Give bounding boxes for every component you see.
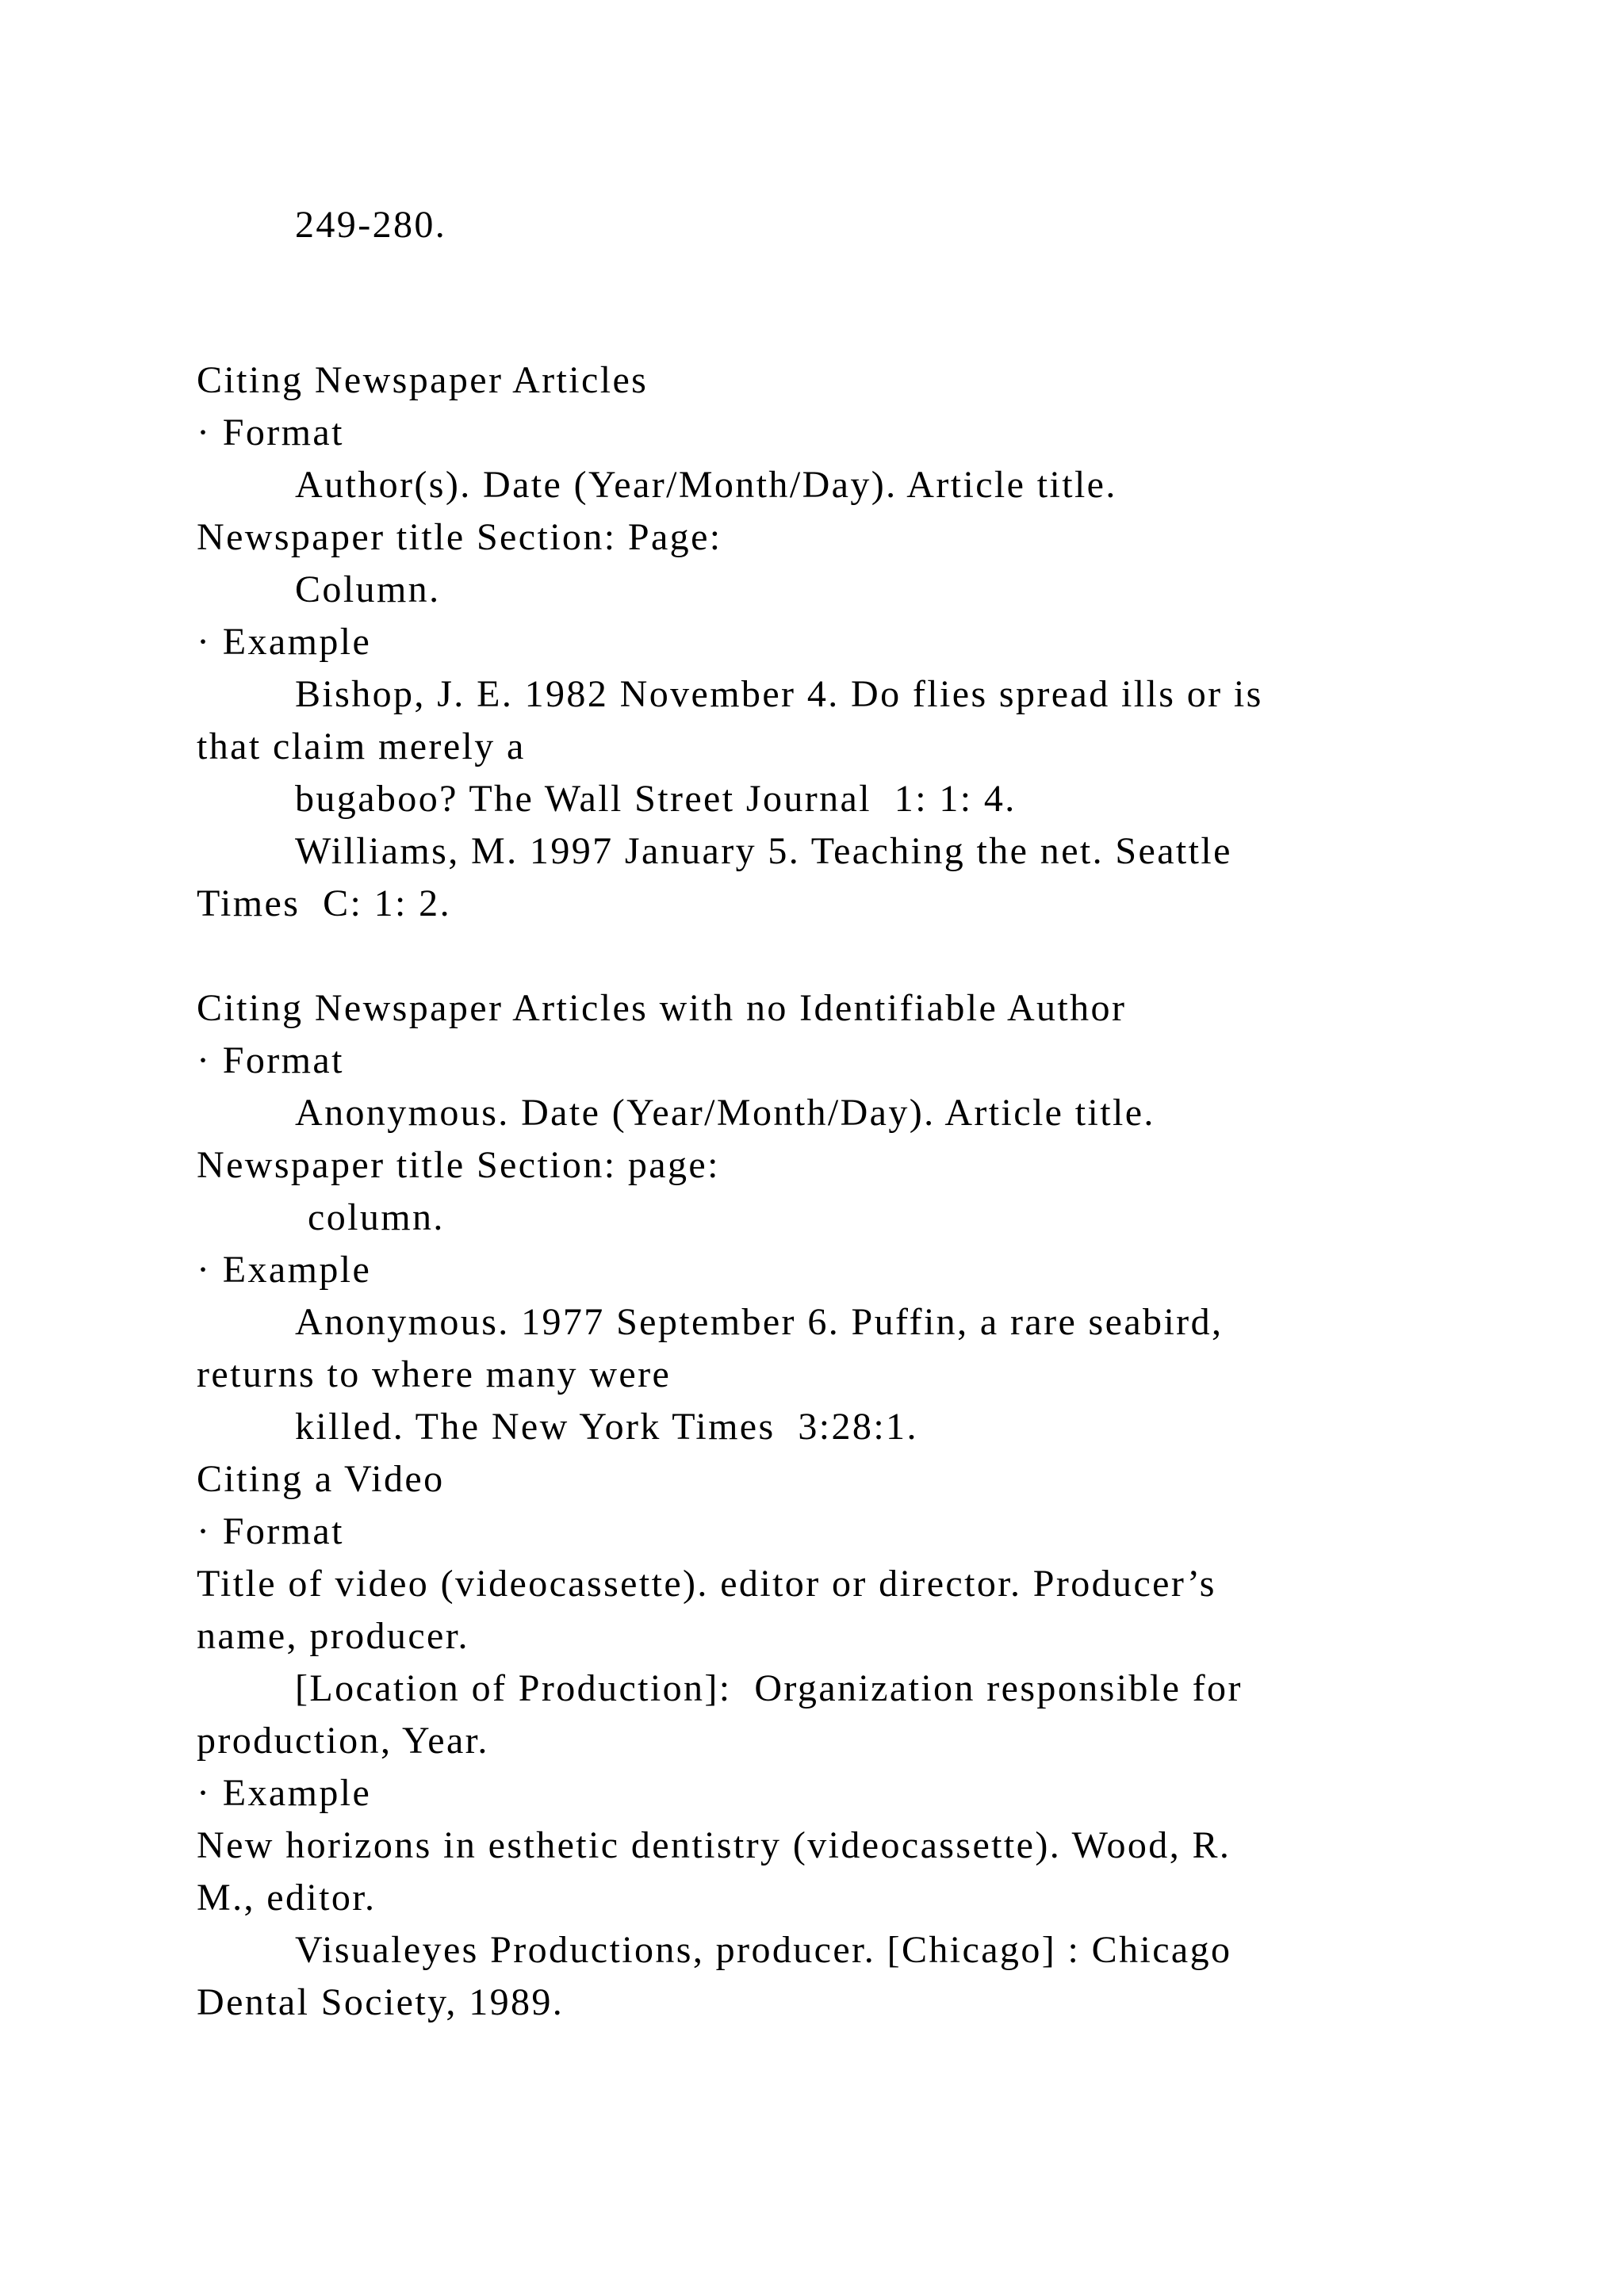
format-line: production, Year.	[197, 1720, 489, 1762]
example-line: Visualeyes Productions, producer. [Chicago] : Chicago	[295, 1929, 1232, 1971]
example-line: Anonymous. 1977 September 6. Puffin, a rare seabird,	[295, 1301, 1224, 1343]
format-line: Anonymous. Date (Year/Month/Day). Article title.	[295, 1092, 1155, 1134]
example-line: that claim merely a	[197, 725, 526, 767]
format-label: · Format	[197, 411, 344, 453]
section-heading-video: Citing a Video	[197, 1458, 445, 1500]
page-range-continuation: 249-280.	[295, 204, 447, 246]
example-line: New horizons in esthetic dentistry (videocassette). Wood, R.	[197, 1824, 1231, 1866]
example-line: bugaboo? The Wall Street Journal 1: 1: 4.	[295, 778, 1017, 820]
example-line: killed. The New York Times 3:28:1.	[295, 1406, 918, 1448]
example-label: · Example	[197, 1249, 372, 1291]
format-line: Title of video (videocassette). editor or director. Producer’s	[197, 1563, 1216, 1605]
format-label: · Format	[197, 1039, 344, 1081]
format-line: Newspaper title Section: page:	[197, 1144, 720, 1186]
example-line: Williams, M. 1997 January 5. Teaching the net. Seattle	[295, 830, 1232, 872]
format-line: Column.	[295, 568, 441, 610]
example-line: Bishop, J. E. 1982 November 4. Do flies spread ills or is	[295, 673, 1263, 715]
format-line: [Location of Production]: Organization responsible for	[295, 1667, 1243, 1709]
section-heading-anonymous: Citing Newspaper Articles with no Identifiable Author	[197, 987, 1127, 1029]
example-label: · Example	[197, 1772, 372, 1814]
format-label: · Format	[197, 1510, 344, 1552]
example-line: returns to where many were	[197, 1353, 672, 1395]
format-line: name, producer.	[197, 1615, 469, 1657]
example-line: M., editor.	[197, 1877, 377, 1919]
example-label: · Example	[197, 621, 372, 663]
format-line: Author(s). Date (Year/Month/Day). Article title.	[295, 464, 1117, 506]
section-heading-newspaper: Citing Newspaper Articles	[197, 359, 649, 401]
format-line: column.	[308, 1196, 445, 1238]
example-line: Times C: 1: 2.	[197, 882, 451, 924]
format-line: Newspaper title Section: Page:	[197, 516, 722, 558]
example-line: Dental Society, 1989.	[197, 1981, 565, 2023]
